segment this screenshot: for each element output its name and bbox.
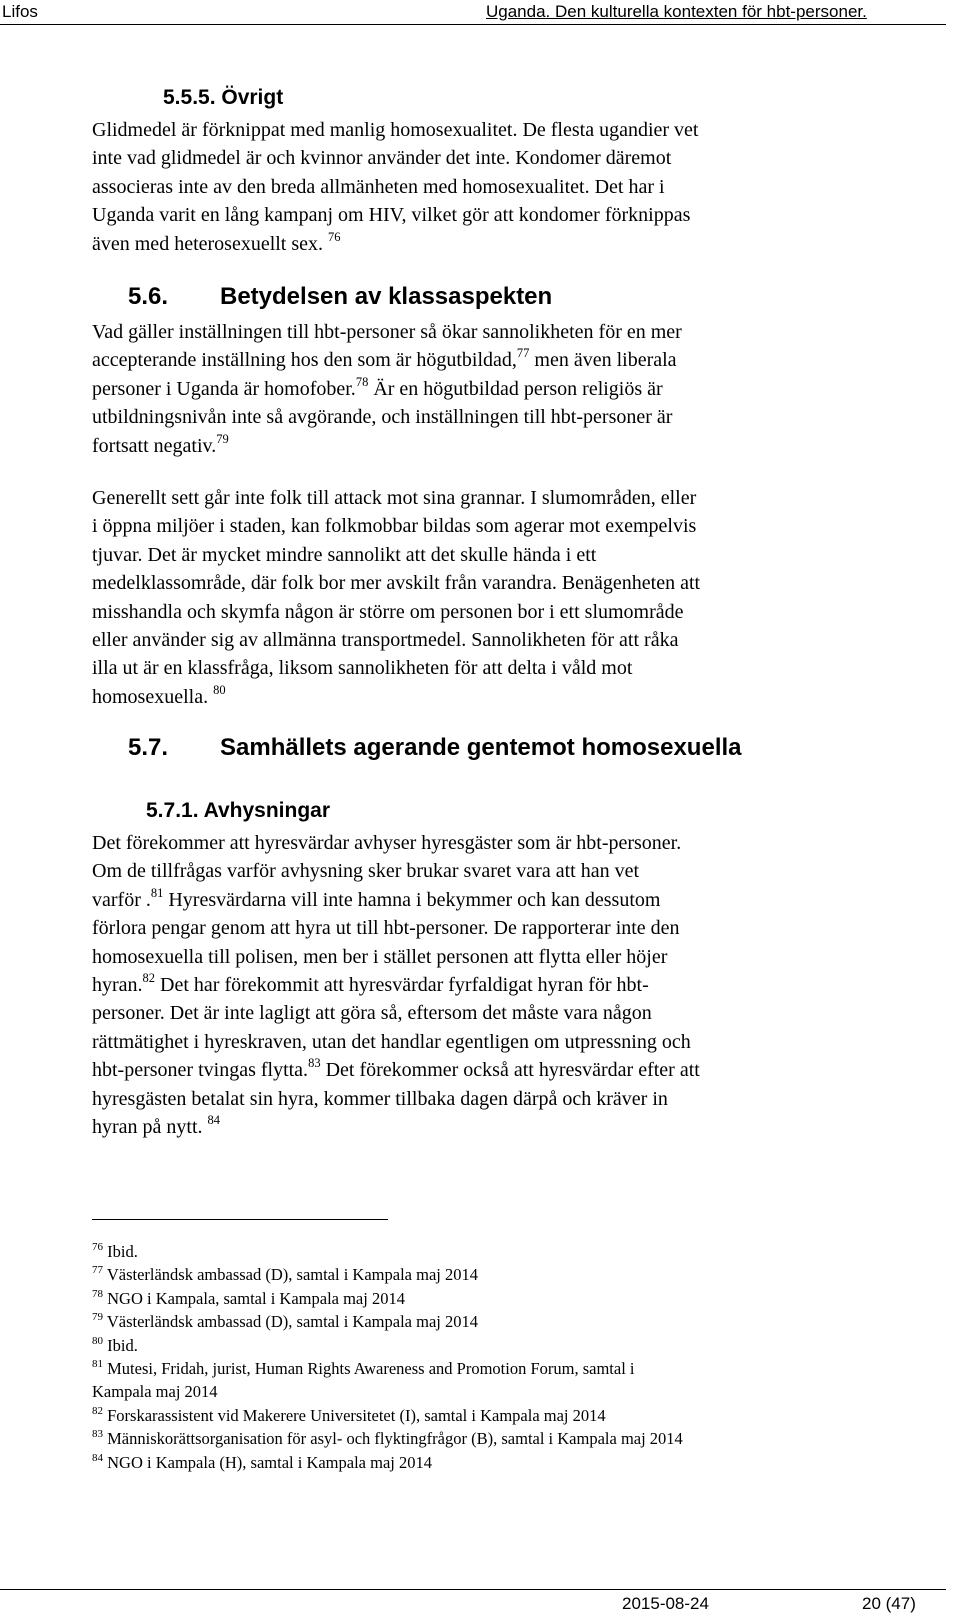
section-number: 5.6. [128, 283, 169, 310]
header-document-title: Uganda. Den kulturella kontexten för hbt-personer. [486, 2, 867, 21]
footnote-continuation: Kampala maj 2014 [92, 1382, 218, 1402]
text-line: hyran på nytt. $^{84}$ [92, 1113, 221, 1139]
footnote-ref: 83 [308, 1056, 321, 1071]
text-line: Vad gäller inställningen till hbt-personer så ökar sannolikheten för en mer [92, 321, 682, 343]
text-line: misshandla och skymfa någon är större om personen bor i ett slumområde [92, 600, 684, 623]
footnote-ref: 81 [150, 885, 164, 900]
paragraph-avhysningar [92, 829, 857, 1141]
text-line: medelklassområde, där folk bor mer avskilt från varandra. Benägenheten att [92, 572, 701, 595]
footnote: $^{76}$ Ibid. [92, 1241, 138, 1261]
section-title: Samhällets agerande gentemot homosexuella [220, 734, 742, 761]
footnote: $^{80}$ Ibid. [92, 1334, 138, 1355]
section-title: Betydelsen av klassaspekten [220, 283, 553, 310]
text-line: personer i Uganda är homofober.$^{78}$ Är en högutbildad person religiös är [92, 374, 663, 400]
text-line: hyran.$^{82}$ Det har förekommit att hyresvärdar fyrfaldigat hyran för hbt- [92, 971, 649, 997]
text-line: rättmätighet i hyreskraven, utan det handlar egentligen om utpressning och [92, 1030, 691, 1053]
footnote-ref: 80 [213, 682, 226, 697]
footnotes [92, 1240, 892, 1474]
footnote: $^{81}$ Mutesi, Fridah, jurist, Human Rights Awareness and Promotion Forum, samtal i [92, 1358, 635, 1379]
text-line: tjuvar. Det är mycket mindre sannolikt att det skulle hända i ett [92, 543, 597, 566]
text-line: Generellt sett går inte folk till attack mot sina grannar. I slumområden, eller [92, 487, 697, 509]
text-line: personer. Det är inte lagligt att göra så, eftersom det måste vara någon [92, 1002, 652, 1025]
text-line: varför .$^{81}$ Hyresvärdarna vill inte hamna i bekymmer och kan dessutom [92, 885, 661, 911]
footnote: $^{77}$ Västerländsk ambassad (D), samtal i Kampala maj 2014 [92, 1264, 478, 1285]
text-line: inte vad glidmedel är och kvinnor använder det inte. Kondomer däremot [92, 147, 672, 170]
footnote-ref: 76 [328, 229, 341, 244]
footnote-separator [92, 1219, 388, 1220]
text-line: hyresgästen betalat sin hyra, kommer tillbaka dagen därpå och kräver in [92, 1087, 668, 1110]
text-line: utbildningsnivån inte så avgörande, och inställningen till hbt-personer är [92, 406, 673, 429]
text-line: eller använder sig av allmänna transportmedel. Sannolikheten för att råka [92, 629, 679, 652]
text-line: Om de tillfrågas varför avhysning sker brukar svaret vara att han vet [92, 860, 640, 883]
text-line: illa ut är en klassfråga, liksom sannolikheten för att delta i våld mot [92, 657, 633, 680]
page-header [0, 0, 946, 25]
paragraph-klass-2 [92, 484, 857, 711]
footer-page-number: 20 (47) [862, 1594, 916, 1613]
text-line: homosexuella. $^{80}$ [92, 682, 226, 708]
footer-separator [0, 1589, 946, 1590]
footnote: $^{79}$ Västerländsk ambassad (D), samtal i Kampala maj 2014 [92, 1311, 478, 1332]
footnote-ref: 84 [207, 1113, 221, 1128]
footnote-ref: 79 [216, 431, 229, 446]
heading-5-5-5: 5.5.5. Övrigt [163, 86, 284, 109]
text-line: homosexuella till polisen, men ber i stället personen att flytta eller höjer [92, 945, 668, 968]
footnote: $^{78}$ NGO i Kampala, samtal i Kampala maj 2014 [92, 1287, 405, 1308]
footnote: $^{83}$ Människorättsorganisation för asyl- och flyktingfrågor (B), samtal i Kampala maj 2014 [92, 1428, 683, 1449]
text-line: i öppna miljöer i staden, kan folkmobbar bildas som agerar mot exempelvis [92, 515, 697, 538]
text-line: associeras inte av den breda allmänheten med homosexualitet. Det har i [92, 175, 665, 198]
heading-5-6 [128, 283, 552, 311]
text-line: Uganda varit en lång kampanj om HIV, vilket gör att kondomer förknippas [92, 204, 691, 227]
header-left-label: Lifos [2, 2, 38, 21]
text-line: Glidmedel är förknippat med manlig homosexualitet. De flesta ugandier vet [92, 119, 699, 141]
paragraph-klass-1 [92, 318, 857, 460]
text-line: Det förekommer att hyresvärdar avhyser hyresgäster som är hbt-personer. [92, 832, 682, 854]
text-line: accepterande inställning hos den som är högutbildad,$^{77}$ men även liberala [92, 346, 677, 372]
footnote-ref: 82 [142, 971, 156, 986]
heading-5-7-1: 5.7.1. Avhysningar [146, 799, 331, 822]
footnote-ref: 78 [355, 374, 369, 389]
footnote-ref: 77 [516, 346, 530, 361]
section-number: 5.7. [128, 734, 169, 761]
footnote: $^{82}$ Forskarassistent vid Makerere Universitetet (I), samtal i Kampala maj 2014 [92, 1404, 606, 1425]
text-line: fortsatt negativ.$^{79}$ [92, 431, 229, 457]
paragraph-ovrigt [92, 116, 857, 258]
text-line: hbt-personer tvingas flytta.$^{83}$ Det förekommer också att hyresvärdar efter att [92, 1056, 700, 1082]
text-line: även med heterosexuellt sex. $^{76}$ [92, 229, 341, 255]
footer-date: 2015-08-24 [622, 1594, 709, 1613]
text-line: förlora pengar genom att hyra ut till hbt-personer. De rapporterar inte den [92, 917, 680, 940]
heading-5-7 [128, 734, 742, 762]
footnote: $^{84}$ NGO i Kampala (H), samtal i Kampala maj 2014 [92, 1451, 432, 1472]
